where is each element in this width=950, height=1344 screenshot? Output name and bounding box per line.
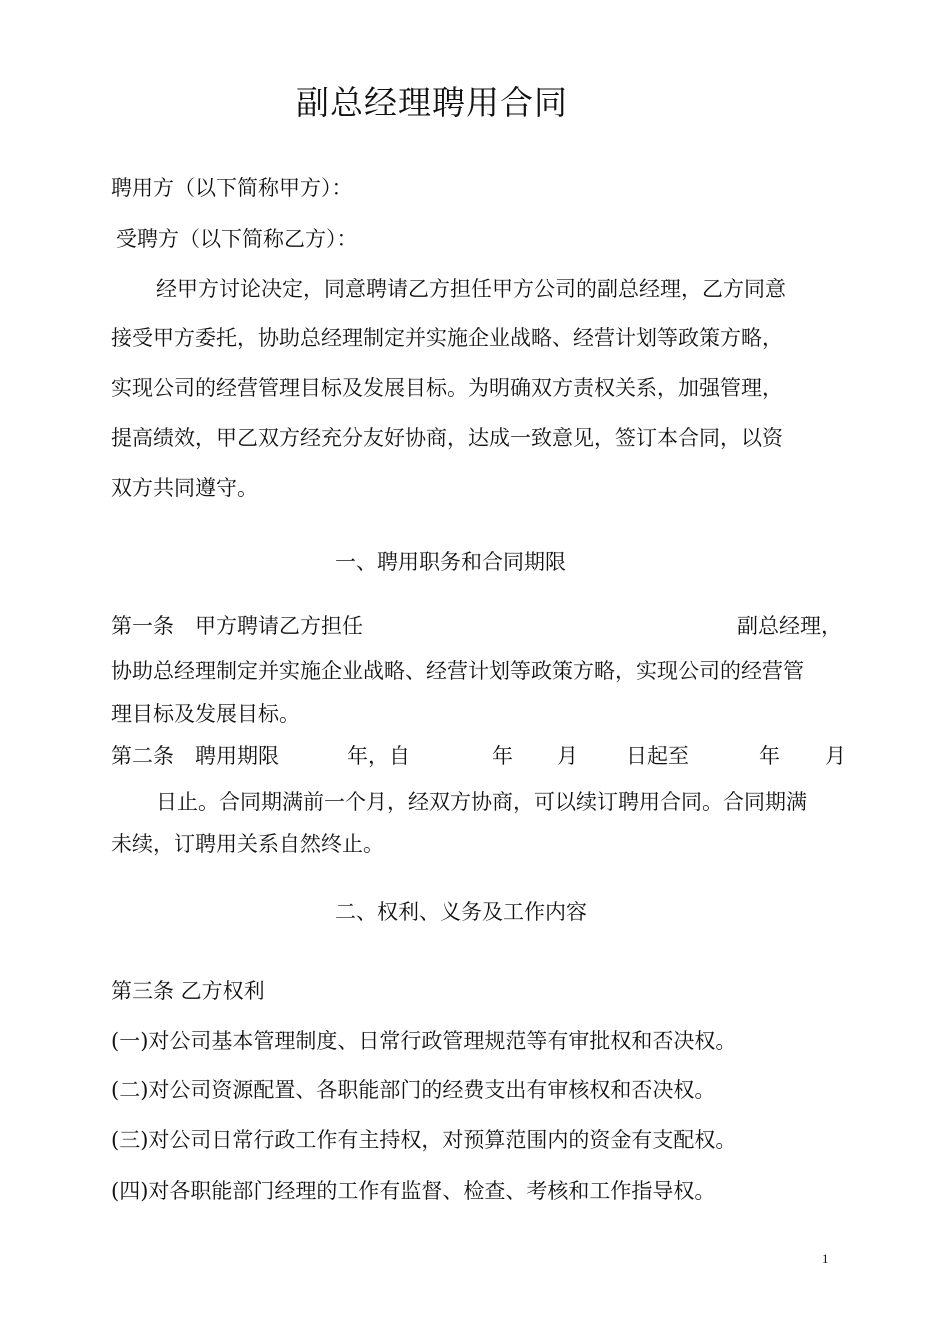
article-2-end-month: 月 <box>825 744 846 768</box>
document-title: 副总经理聘用合同 <box>296 83 568 122</box>
intro-line: 提高绩效，甲乙双方经充分友好协商，达成一致意见，签订本合同，以资 <box>111 426 783 450</box>
intro-line: 实现公司的经营管理目标及发展目标。为明确双方责权关系，加强管理， <box>111 376 783 400</box>
article-3-label: 第三条 乙方权利 <box>111 979 265 1003</box>
section-heading: 二、权利、义务及工作内容 <box>335 900 587 924</box>
section-heading: 一、聘用职务和合同期限 <box>335 550 566 574</box>
article-2-start-day: 日起至 <box>626 744 689 768</box>
party-b-line: 受聘方（以下简称乙方）： <box>116 227 358 251</box>
article-1-position: 副总经理， <box>737 614 842 638</box>
article-1-line: 协助总经理制定并实施企业战略、经营计划等政策方略，实现公司的经营管 <box>111 659 804 683</box>
intro-line: 经甲方讨论决定，同意聘请乙方担任甲方公司的副总经理，乙方同意 <box>156 277 786 301</box>
article-2-line: 日止。合同期满前一个月，经双方协商，可以续订聘用合同。合同期满 <box>156 790 807 814</box>
list-item: (一)对公司基本管理制度、日常行政管理规范等有审批权和否决权。 <box>111 1029 737 1053</box>
article-2-start-month: 月 <box>557 744 578 768</box>
article-2-end-year: 年 <box>759 744 780 768</box>
article-2-start-year: 年 <box>492 744 513 768</box>
article-1-label: 第一条 甲方聘请乙方担任 <box>111 614 363 638</box>
list-item: (四)对各职能部门经理的工作有监督、检查、考核和工作指导权。 <box>111 1179 716 1203</box>
page-number: 1 <box>822 1251 829 1266</box>
article-1-line: 理目标及发展目标。 <box>111 702 300 726</box>
list-item: (二)对公司资源配置、各职能部门的经费支出有审核权和否决权。 <box>111 1078 716 1102</box>
party-a-line: 聘用方（以下简称甲方）： <box>111 176 353 200</box>
article-2-years: 年，自 <box>347 744 410 768</box>
list-item: (三)对公司日常行政工作有主持权，对预算范围内的资金有支配权。 <box>111 1128 737 1152</box>
intro-line: 接受甲方委托，协助总经理制定并实施企业战略、经营计划等政策方略， <box>111 326 783 350</box>
article-2-label: 第二条 聘用期限 <box>111 744 279 768</box>
article-2-line: 未续，订聘用关系自然终止。 <box>111 832 384 856</box>
intro-line: 双方共同遵守。 <box>111 476 258 500</box>
